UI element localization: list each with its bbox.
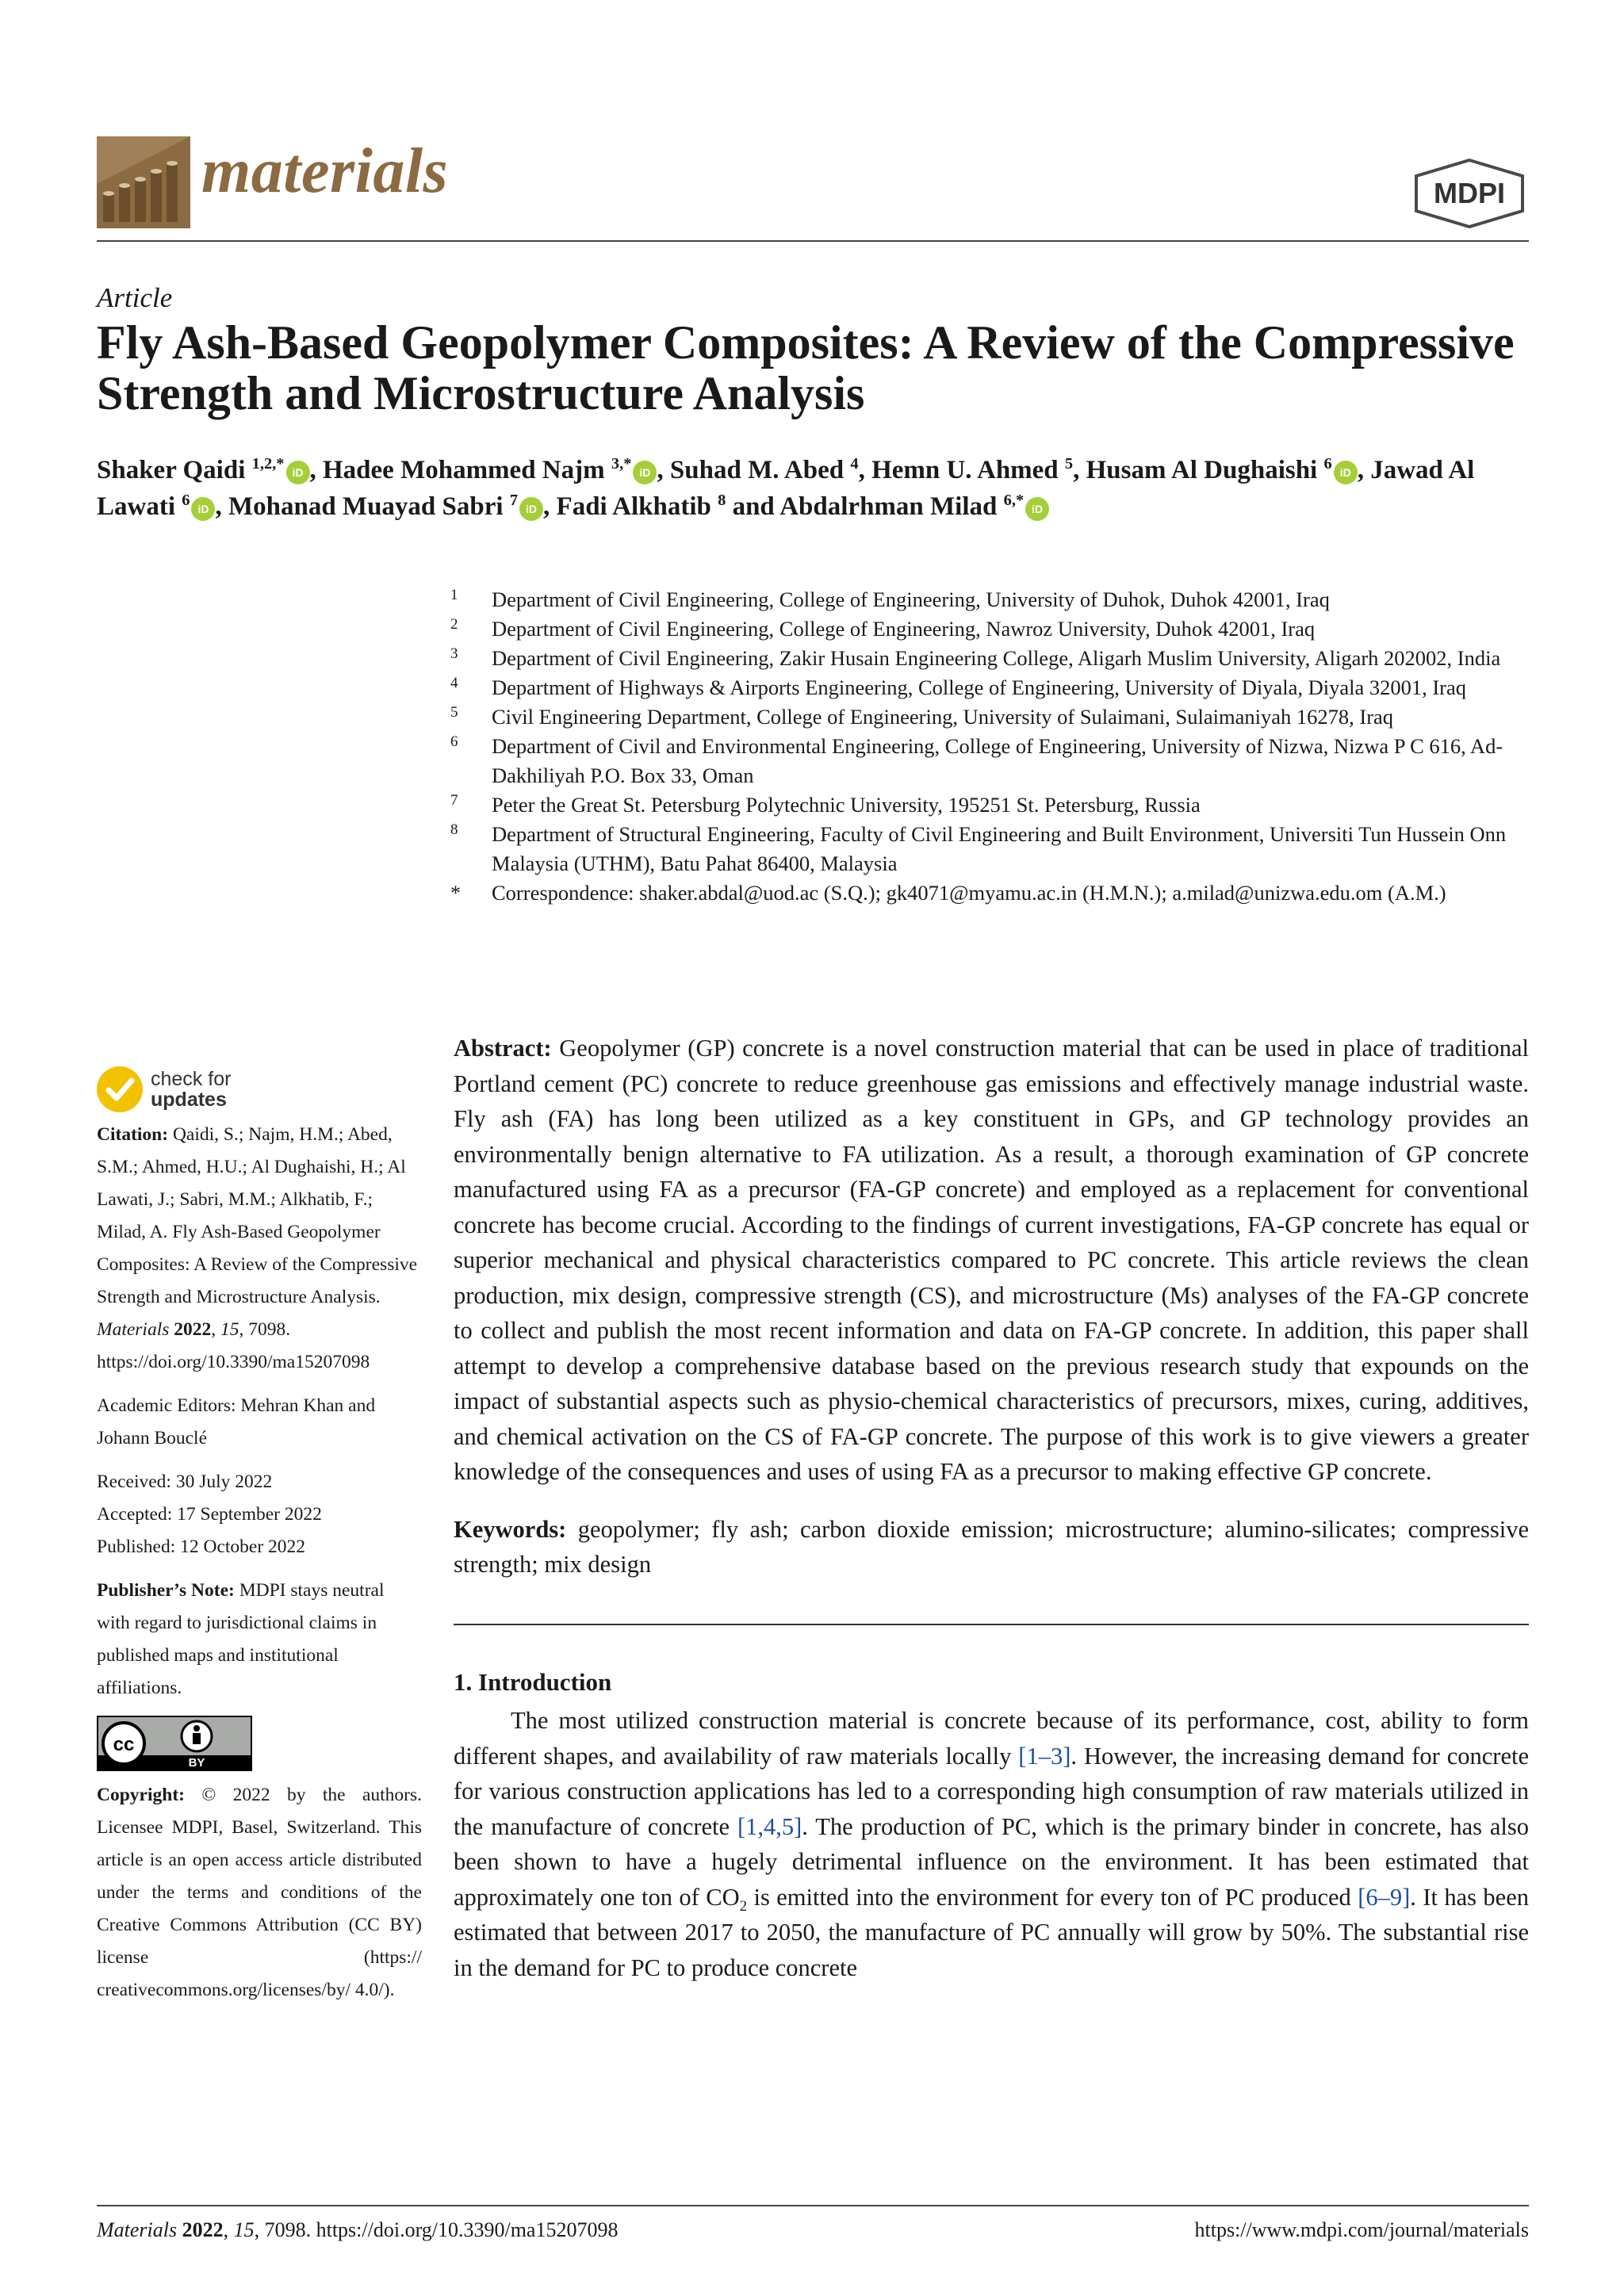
affiliation-text: Department of Highways & Airports Engineering, College of Engineering, University of Diyala, Diyala 32001, Iraq: [492, 675, 1467, 699]
author-affiliation-sup: 6,*: [1003, 492, 1025, 509]
author-name: Abdalrhman Milad: [779, 492, 1004, 521]
author-list: Shaker Qaidi $^{1,2,*}$ iD , Hadee Mohammed Najm $^{3,*}$ iD , Suhad M. Abed $^4$, Hemn U. Ahmed $^5$, Husam Al Dughaishi $^6$ iD , Jawad Al Lawati $^6$ iD , Mohanad Muayad Sabri $^7$ iD , Fadi Alkhatib $^8$ and Abdalrhman Milad $^{6,*}$ iD: [97, 455, 1475, 521]
published-date: Published: 12 October 2022: [97, 1536, 306, 1557]
copyright-label: Copyright:: [97, 1785, 185, 1805]
affiliation-number: 7: [450, 792, 458, 809]
author-name: Jawad Al Lawati: [97, 456, 1475, 521]
affiliation-text: Department of Civil Engineering, College of Engineering, Nawroz University, Duhok 42001, Iraq: [492, 617, 1316, 641]
academic-editors: Academic Editors: Mehran Khan and Johann Bouclé: [97, 1395, 376, 1448]
main-column: [454, 1031, 1529, 1985]
affiliation-item: [450, 614, 1537, 644]
orcid-icon[interactable]: iD: [286, 461, 310, 484]
keywords-label: Keywords:: [454, 1515, 567, 1543]
sidebar: [97, 1066, 422, 2018]
affiliation-text: Department of Civil Engineering, Zakir Husain Engineering College, Aligarh Muslim University, Aligarh 202002, India: [492, 646, 1501, 670]
footer-citation: Materials 2022, 15, 7098. https://doi.org/10.3390/ma15207098: [97, 2218, 619, 2241]
affiliation-item: [450, 732, 1537, 790]
co2-subscript: 2: [739, 1897, 748, 1915]
keywords-text: geopolymer; fly ash; carbon dioxide emission; microstructure; alumino-silicates; compressive strength; mix design: [454, 1515, 1529, 1578]
section-divider: [454, 1624, 1529, 1625]
reference-link[interactable]: [1,4,5]: [737, 1812, 802, 1840]
footer-divider: [97, 2205, 1529, 2206]
citation-doi[interactable]: , 7098. https://doi.org/10.3390/ma15207098: [97, 1319, 370, 1372]
affiliation-number: *: [450, 882, 461, 905]
publisher-note-label: Publisher’s Note:: [97, 1580, 235, 1601]
check-line2: updates: [151, 1089, 227, 1111]
author-name: Fadi Alkhatib: [556, 492, 718, 521]
author-name: Mohanad Muayad Sabri: [228, 492, 510, 521]
check-line1: check for: [151, 1068, 232, 1090]
cc-by-label: BY: [188, 1756, 205, 1770]
materials-journal-icon: [97, 136, 190, 228]
author-affiliation-sup: 6: [1323, 455, 1332, 473]
check-updates-icon: [97, 1066, 143, 1112]
citation-block: Citation: Qaidi, S.; Najm, H.M.; Abed, S.M.; Ahmed, H.U.; Al Dughaishi, H.; Al Lawati, J.; Sabri, M.M.; Alkhatib, F.; Milad, A. Fly Ash-Based Geopolymer Composites: A Review of the Compressive Strength and Microstructure Analysis. Materials 2022, 15, 7098. https://doi.org/10.3390/ma15207098: [97, 1124, 418, 1372]
affiliation-number: 3: [450, 645, 458, 662]
affiliation-number: 8: [450, 821, 458, 838]
author-name: Husam Al Dughaishi: [1086, 456, 1324, 484]
affiliation-text: Department of Civil and Environmental Engineering, College of Engineering, University of Nizwa, Nizwa P C 616, Ad-Dakhiliyah P.O. Box 33, Oman: [492, 734, 1503, 787]
affiliation-number: 2: [450, 616, 458, 633]
keywords: [454, 1512, 1529, 1582]
author-name: Hadee Mohammed Najm: [323, 456, 611, 484]
intro-paragraph: The most utilized construction material is concrete because of its performance, cost, ability to form different shapes, and availability of raw materials locally [1–3]. However, the increasing demand for concrete for various construction applications has led to a corresponding high consumption of raw materials utilized in the manufacture of concrete [1,4,5]. The production of PC, which is the primary binder in concrete, has also been shown to have a hugely detrimental influence on the environment. It has been estimated that approximately one ton of $CO_2$ is emitted into the environment for every ton of PC produced [6–9]. It has been estimated that between 2017 to 2050, the manufacture of PC annually will grow by 50%. The substantial rise in the demand for PC to produce concrete: [454, 1707, 1530, 1981]
affiliation-item: [450, 585, 1537, 614]
check-for-updates-badge[interactable]: [97, 1066, 422, 1112]
affiliation-item: [450, 790, 1537, 820]
citation-label: Citation:: [97, 1124, 169, 1145]
mdpi-logo-text: MDPI: [1434, 177, 1505, 209]
svg-text:cc: cc: [113, 1734, 135, 1755]
section-heading: 1. Introduction: [454, 1667, 612, 1696]
orcid-icon[interactable]: iD: [1025, 497, 1049, 521]
orcid-icon[interactable]: iD: [633, 461, 657, 484]
orcid-icon[interactable]: iD: [191, 497, 215, 521]
affiliation-number: 6: [450, 733, 458, 750]
affiliation-number: 5: [450, 704, 458, 721]
author-name: Hemn U. Ahmed: [871, 456, 1065, 484]
affiliation-item: [450, 702, 1537, 732]
affiliation-text: Department of Civil Engineering, College of Engineering, University of Duhok, Duhok 42001, Iraq: [492, 587, 1330, 611]
abstract: [454, 1031, 1529, 1490]
article-type: Article: [97, 282, 173, 313]
header-divider: [97, 240, 1529, 242]
affiliations: [450, 585, 1537, 908]
cc-by-license-badge[interactable]: [97, 1716, 252, 1771]
citation-text: Qaidi, S.; Najm, H.M.; Abed, S.M.; Ahmed, H.U.; Al Dughaishi, H.; Al Lawati, J.; Sabri, M.M.; Alkhatib, F.; Milad, A. Fly Ash-Based Geopolymer Composites: A Review of the Compressive Strength and Microstructure Analysis.: [97, 1124, 418, 1307]
affiliation-item: [450, 644, 1537, 673]
copyright-text: © 2022 by the authors. Licensee MDPI, Basel, Switzerland. This article is an open access article distributed under the terms and conditions of the Creative Commons Attribution (CC BY) license (https:// creativecommons.org/licenses/by/ 4.0/).: [97, 1785, 423, 2000]
author-affiliation-sup: 4: [850, 455, 859, 473]
footer-journal-url[interactable]: https://www.mdpi.com/journal/materials: [1194, 2218, 1529, 2241]
publisher-note: [97, 1575, 422, 1705]
affiliation-number: 4: [450, 675, 458, 691]
article-title: Fly Ash-Based Geopolymer Composites: A Review of the Compressive Strength and Microstructure Analysis: [97, 316, 1515, 419]
citation-volume: 15: [220, 1319, 239, 1340]
author-affiliation-sup: 1,2,*: [251, 455, 285, 473]
dates-block: [97, 1466, 422, 1563]
affiliation-text: Correspondence: shaker.abdal@uod.ac (S.Q.); gk4071@myamu.ac.in (H.M.N.); a.milad@unizwa.edu.om (A.M.): [492, 881, 1446, 905]
affiliation-text: Department of Structural Engineering, Faculty of Civil Engineering and Built Environment, Universiti Tun Hussein Onn Malaysia (UTHM), Batu Pahat 86400, Malaysia: [492, 822, 1507, 875]
citation-year: 2022: [174, 1319, 212, 1340]
author-affiliation-sup: 8: [718, 492, 726, 509]
affiliation-item: [450, 673, 1537, 702]
publisher-note-text: MDPI stays neutral with regard to jurisdictional claims in published maps and institutional affiliations.: [97, 1580, 385, 1698]
affiliation-item: [450, 820, 1537, 878]
reference-link[interactable]: [6–9]: [1358, 1883, 1411, 1911]
orcid-icon[interactable]: iD: [1334, 461, 1358, 484]
copyright-block: [97, 1779, 422, 2007]
author-affiliation-sup: 3,*: [611, 455, 632, 473]
affiliation-item: [450, 878, 1537, 908]
abstract-label: Abstract:: [454, 1035, 552, 1062]
author-name: Suhad M. Abed: [669, 456, 851, 484]
affiliation-number: 1: [450, 587, 458, 603]
affiliation-text: Civil Engineering Department, College of Engineering, University of Sulaimani, Sulaimaniyah 16278, Iraq: [492, 705, 1394, 729]
orcid-icon[interactable]: iD: [519, 497, 543, 521]
author-affiliation-sup: 6: [182, 492, 190, 509]
footer-doi[interactable]: , 7098. https://doi.org/10.3390/ma15207098: [254, 2218, 619, 2241]
reference-link[interactable]: [1–3]: [1018, 1742, 1071, 1770]
citation-journal: Materials: [97, 1319, 170, 1340]
author-affiliation-sup: 5: [1064, 455, 1074, 473]
mdpi-logo[interactable]: [1410, 159, 1529, 228]
journal-name: materials: [201, 136, 449, 206]
author-affiliation-sup: 7: [509, 492, 519, 509]
author-name: Shaker Qaidi: [97, 456, 252, 484]
abstract-text: Geopolymer (GP) concrete is a novel construction material that can be used in place of traditional Portland cement (PC) concrete to reduce greenhouse gas emissions and effectively manage industrial waste. Fly ash (FA) has long been utilized as a key constituent in GPs, and GP technology provides an environmentally benign alternative to FA utilization. As a result, a thorough examination of GP concrete manufactured using FA as a precursor (FA-GP concrete) and employed as a replacement for conventional concrete has become crucial. According to the findings of current investigations, FA-GP concrete has equal or superior mechanical and physical characteristics compared to PC concrete. This article reviews the clean production, mix design, compressive strength (CS), and microstructure (Ms) analyses of the FA-GP concrete to collect and publish the most recent information and data on FA-GP concrete. In addition, this paper shall attempt to develop a comprehensive database based on the previous research study that expounds on the impact of substantial aspects such as physio-chemical characteristics of precursors, mixes, curing, additives, and chemical activation on the CS of FA-GP concrete. The purpose of this work is to give viewers a greater knowledge of the consequences and uses of using FA as a precursor to making effective GP concrete.: [454, 1035, 1530, 1485]
affiliation-text: Peter the Great St. Petersburg Polytechnic University, 195251 St. Petersburg, Russia: [492, 793, 1201, 817]
received-date: Received: 30 July 2022: [97, 1471, 273, 1492]
accepted-date: Accepted: 17 September 2022: [97, 1504, 322, 1525]
